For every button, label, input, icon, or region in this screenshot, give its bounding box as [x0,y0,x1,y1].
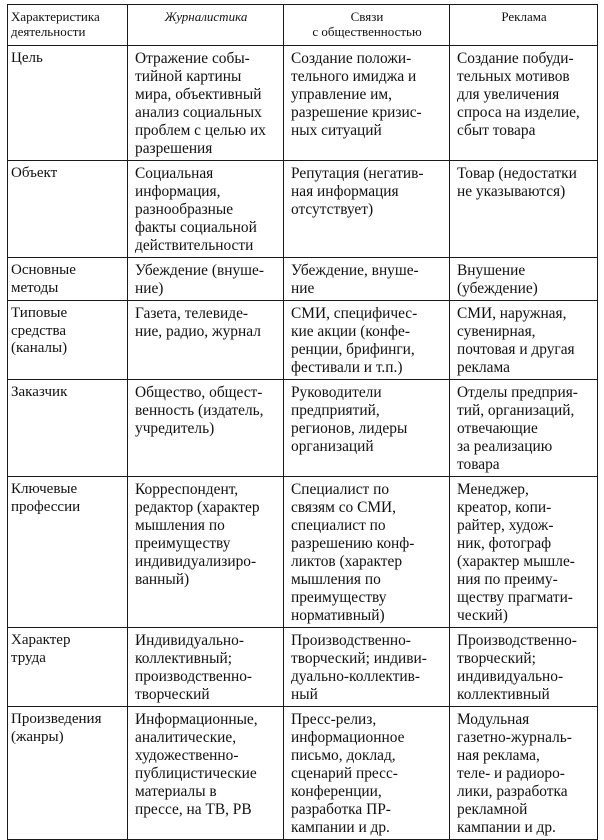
cell-text-line: кие акции (конфе- [291,323,410,340]
pr-cell [284,161,450,258]
cell-text-line: Убеждение, внуше- [291,262,419,279]
cell-text-line: (жанры) [11,728,64,745]
cell-text-line: тельных мотивов [457,68,570,85]
cell-text-line: ществу прагмати- [457,589,573,606]
cell-text-line: кампании и др. [457,819,556,836]
cell-text-line: связям со СМИ, [291,499,397,516]
header-line: Характеристика [11,9,100,24]
cell-text-line: Отделы предприя- [457,384,578,401]
comparison-table [7,4,598,840]
cell-text-line: СМИ, наружная, [457,305,567,322]
cell-text-line: труда [11,649,46,666]
cell-text-line: Корреспондент, [135,481,239,498]
cell-text-line: венность (издатель, [135,402,264,419]
cell-text-line: (характер мышле- [457,553,575,570]
cell-text-line: Ключевые [11,481,78,497]
cell-text-line: ванный) [135,571,190,588]
advertising-cell [450,161,598,258]
cell-text-line: творческий [135,686,210,703]
cell-text-line: средства [11,322,67,339]
cell-text-line: Производственно- [457,632,577,649]
cell-text-line: Цель [11,50,43,66]
row-label-cell [8,707,128,840]
cell-text-line: разрешению конф- [291,535,415,552]
cell-text-line: управление им, [291,86,393,103]
table-row [8,258,598,301]
cell-text-line: Создание положи- [291,50,412,67]
advertising-cell [450,477,598,628]
cell-text-line: разрешения [135,140,213,157]
cell-text-line: конференции, [291,783,382,800]
cell-text-line: тельного имиджа и [291,68,417,85]
cell-text-line: Социальная [135,165,214,182]
table-row [8,161,598,258]
cell-text-line: проблем с целью их [135,122,266,139]
table-row [8,628,598,707]
journalism-cell [128,46,284,161]
cell-text-line: отсутствует) [291,201,374,218]
cell-text-line: творческий; [457,650,536,667]
cell-text-line: разнообразные [135,201,234,218]
journalism-cell [128,301,284,380]
cell-text-line: фестивали и т.п.) [291,359,403,376]
cell-text-line: методы [11,279,59,296]
cell-text-line: разрешение кризис- [291,104,422,121]
cell-text-line: организаций [291,438,374,455]
cell-text-line: ник, фотограф [457,535,552,552]
cell-text-line: реклама [457,359,510,376]
pr-cell [284,628,450,707]
cell-text-line: сценарий пресс- [291,765,398,782]
cell-text-line: мышления по [291,571,381,588]
cell-text-line: учредитель) [135,420,215,437]
header-characteristic [8,5,128,46]
header-pr [284,5,450,46]
cell-text-line: за реализацию [457,438,553,455]
cell-text-line: райтер, худож- [457,517,554,534]
cell-text-line: спроса на изделие, [457,104,580,121]
cell-text-line: ния по преиму- [457,571,558,588]
cell-text-line: (убеждение) [457,280,538,297]
table-row [8,46,598,161]
cell-text-line: художественно- [135,747,239,764]
cell-text-line: ликтов (характер [291,553,403,570]
cell-text-line: Товар (недостатки [457,165,577,182]
cell-text-line: рекламной [457,801,528,818]
row-label-cell [8,380,128,477]
pr-cell [284,258,450,301]
cell-text-line: Руководители [291,384,382,401]
cell-text-line: прессе, на ТВ, РВ [135,801,252,818]
cell-text-line: информация, [135,183,221,200]
pr-cell [284,46,450,161]
row-label-cell [8,161,128,258]
table-row [8,477,598,628]
table-row [8,380,598,477]
cell-text-line: предприятий, [291,402,380,419]
cell-text-line: действительности [135,237,254,254]
row-label-cell [8,46,128,161]
cell-text-line: Менеджер, [457,481,529,498]
cell-text-line: сувенирная, [457,323,536,340]
cell-text-line: кампании и др. [291,819,390,836]
cell-text-line: газетно-журналь- [457,729,572,746]
journalism-cell [128,161,284,258]
cell-text-line: коллективный; [135,650,232,667]
cell-text-line: Заказчик [11,384,68,400]
header-line: Связи [350,9,384,24]
cell-text-line: информационное [291,729,405,746]
cell-text-line: теле- и радиоро- [457,765,565,782]
cell-text-line: материалы в [135,783,217,800]
advertising-cell [450,707,598,840]
pr-cell [284,301,450,380]
cell-text-line: Внушение [457,262,526,279]
header-line: Реклама [501,9,547,24]
journalism-cell [128,628,284,707]
cell-text-line: дуально-коллектив- [291,668,421,685]
advertising-cell [450,46,598,161]
cell-text-line: тий, организаций, [457,402,575,419]
cell-text-line: Объект [11,165,58,181]
pr-cell [284,707,450,840]
cell-text-line: факты социальной [135,219,257,236]
cell-text-line: ная информация [291,183,399,200]
header-row [8,5,598,46]
cell-text-line: (каналы) [11,340,68,356]
cell-text-line: лики, разработка [457,783,568,800]
header-line: с общественностью [312,24,422,39]
cell-text-line: письмо, доклад, [291,747,396,764]
cell-text-line: разработка ПР- [291,801,391,818]
cell-text-line: специалист по [291,517,386,534]
cell-text-line: Специалист по [291,481,390,498]
journalism-cell [128,477,284,628]
cell-text-line: ние) [135,280,164,297]
pr-cell [284,477,450,628]
advertising-cell [450,258,598,301]
cell-text-line: ный [291,686,318,703]
cell-text-line: Общество, общест- [135,384,263,401]
cell-text-line: Репутация (негатив- [291,165,424,182]
row-label-cell [8,258,128,301]
cell-text-line: анализ социальных [135,104,262,121]
cell-text-line: Характер [11,632,71,648]
cell-text-line: индивидуально- [457,668,564,685]
cell-text-line: мышления по [135,517,225,534]
cell-text-line: коллективный [457,686,550,703]
cell-text-line: индивидуализиро- [135,553,257,570]
pr-cell [284,380,450,477]
cell-text-line: редактор (характер [135,499,260,516]
cell-text-line: публицистические [135,765,257,782]
cell-text-line: почтовая и другая [457,341,575,358]
cell-text-line: производственно- [135,668,253,685]
header-line: деятельности [11,24,86,39]
cell-text-line: аналитические, [135,729,237,746]
cell-text-line: ние, радио, журнал [135,323,261,340]
cell-text-line: Произведения [11,711,102,727]
cell-text-line: ческий) [457,607,508,624]
row-label-cell [8,477,128,628]
document-page [7,4,597,836]
advertising-cell [450,628,598,707]
table-row [8,707,598,840]
cell-text-line: Модульная [457,711,530,728]
header-journalism [128,5,284,46]
advertising-cell [450,380,598,477]
cell-text-line: для увеличения [457,86,560,103]
cell-text-line: мира, объективный [135,86,262,103]
cell-text-line: регионов, лидеры [291,420,408,437]
cell-text-line: Основные [11,262,76,278]
cell-text-line: Отражение собы- [135,50,250,67]
cell-text-line: творческий; индиви- [291,650,427,667]
cell-text-line: тийной картины [135,68,242,85]
cell-text-line: ренции, брифинги, [291,341,415,358]
cell-text-line: Пресс-релиз, [291,711,377,728]
cell-text-line: Информационные, [135,711,258,728]
cell-text-line: Убеждение (внуше- [135,262,264,279]
advertising-cell [450,301,598,380]
cell-text-line: Газета, телевиде- [135,305,249,322]
cell-text-line: ние [291,280,315,297]
cell-text-line: ных ситуаций [291,122,382,139]
header-advertising [450,5,598,46]
cell-text-line: Создание побуди- [457,50,574,67]
cell-text-line: не указываются) [457,183,566,200]
cell-text-line: Индивидуально- [135,632,244,649]
cell-text-line: ная реклама, [457,747,540,764]
cell-text-line: СМИ, специфичес- [291,305,418,322]
table-row [8,301,598,380]
cell-text-line: нормативный) [291,607,385,624]
row-label-cell [8,301,128,380]
journalism-cell [128,707,284,840]
header-line: Журналистика [164,9,248,24]
cell-text-line: сбыт товара [457,122,536,139]
cell-text-line: Типовые [11,305,68,321]
row-label-cell [8,628,128,707]
cell-text-line: преимуществу [135,535,231,552]
cell-text-line: Производственно- [291,632,411,649]
cell-text-line: преимуществу [291,589,387,606]
cell-text-line: профессии [11,498,81,515]
cell-text-line: отвечающие [457,420,538,437]
cell-text-line: товара [457,456,500,473]
cell-text-line: креатор, копи- [457,499,552,516]
journalism-cell [128,258,284,301]
journalism-cell [128,380,284,477]
